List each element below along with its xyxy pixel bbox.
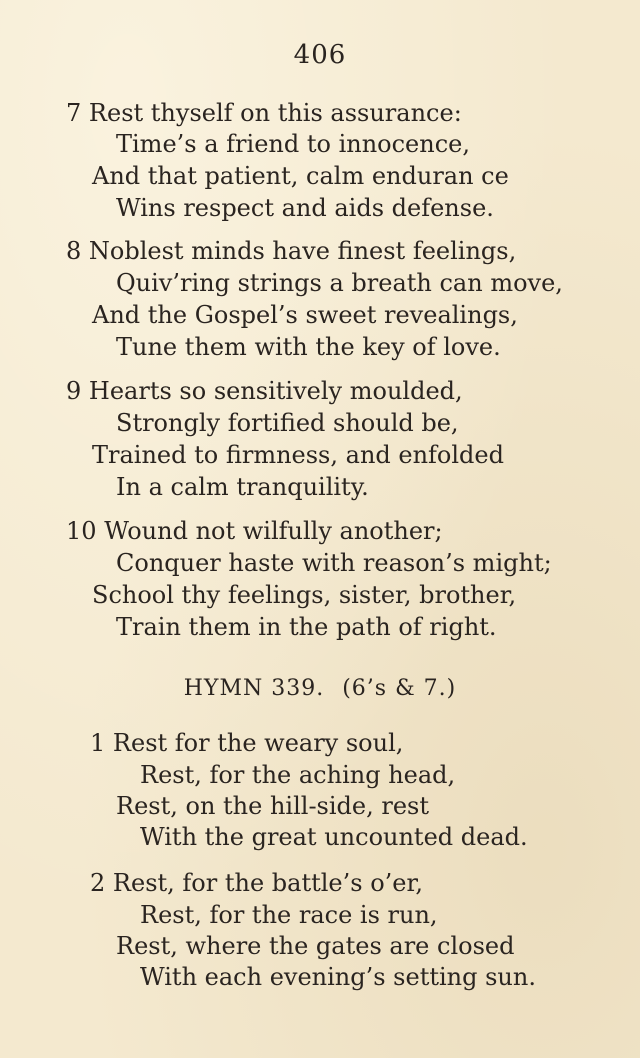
hymn-stanza-1-line-4: With the great uncounted dead. [140,823,528,851]
stanza-10-line-1 [66,516,443,546]
hymn-stanza-2-line-3: Rest, where the gates are closed [116,932,515,960]
stanza-9-line-1 [66,376,463,406]
verse-line: Noblest minds have finest feelings, [88,237,517,265]
hymn-title: HYMN 339. [183,676,325,701]
stanza-7-line-3: And that patient, calm enduran ce [92,162,509,190]
stanza-10-line-2: Conquer haste with reason’s might; [116,549,552,577]
stanza-9-line-2: Strongly fortified should be, [116,409,459,437]
stanza-number: 8 [66,237,82,265]
stanza-7-line-2: Time’s a friend to innocence, [116,130,470,158]
verse-line: Rest thyself on this assurance: [88,99,462,127]
hymn-heading [0,676,640,701]
hymn-meter: (6’s & 7.) [342,676,457,701]
stanza-number: 10 [66,517,97,545]
hymn-stanza-2-line-1 [90,868,423,898]
stanza-8-line-3: And the Gospel’s sweet revealings, [92,301,518,329]
stanza-9-line-4: In a calm tranquility. [116,473,369,501]
page-number: 406 [293,40,347,70]
hymn-stanza-1-line-3: Rest, on the hill-side, rest [116,792,430,820]
stanza-8-line-4: Tune them with the key of love. [116,333,501,361]
stanza-9-line-3: Trained to firmness, and enfolded [92,441,504,469]
stanza-number: 2 [90,869,106,897]
hymn-stanza-1-line-2: Rest, for the aching head, [140,761,456,789]
stanza-number: 1 [90,729,106,757]
hymn-stanza-1-line-1 [90,728,403,758]
hymn-stanza-2-line-2: Rest, for the race is run, [140,901,438,929]
stanza-7-line-4: Wins respect and aids defense. [116,194,494,222]
stanza-7-line-1 [66,98,462,128]
stanza-8-line-1 [66,236,516,266]
stanza-10-line-3: School thy feelings, sister, brother, [92,581,517,609]
verse-line: Hearts so sensitively moulded, [88,377,463,405]
verse-line: Wound not wilfully another; [104,517,443,545]
stanza-10-line-4: Train them in the path of right. [116,613,497,641]
stanza-number: 7 [66,99,82,127]
verse-line: Rest, for the battle’s o’er, [112,869,423,897]
verse-line: Rest for the weary soul, [112,729,404,757]
stanza-number: 9 [66,377,82,405]
stanza-8-line-2: Quiv’ring strings a breath can move, [116,269,563,297]
hymn-stanza-2-line-4: With each evening’s setting sun. [140,963,536,991]
